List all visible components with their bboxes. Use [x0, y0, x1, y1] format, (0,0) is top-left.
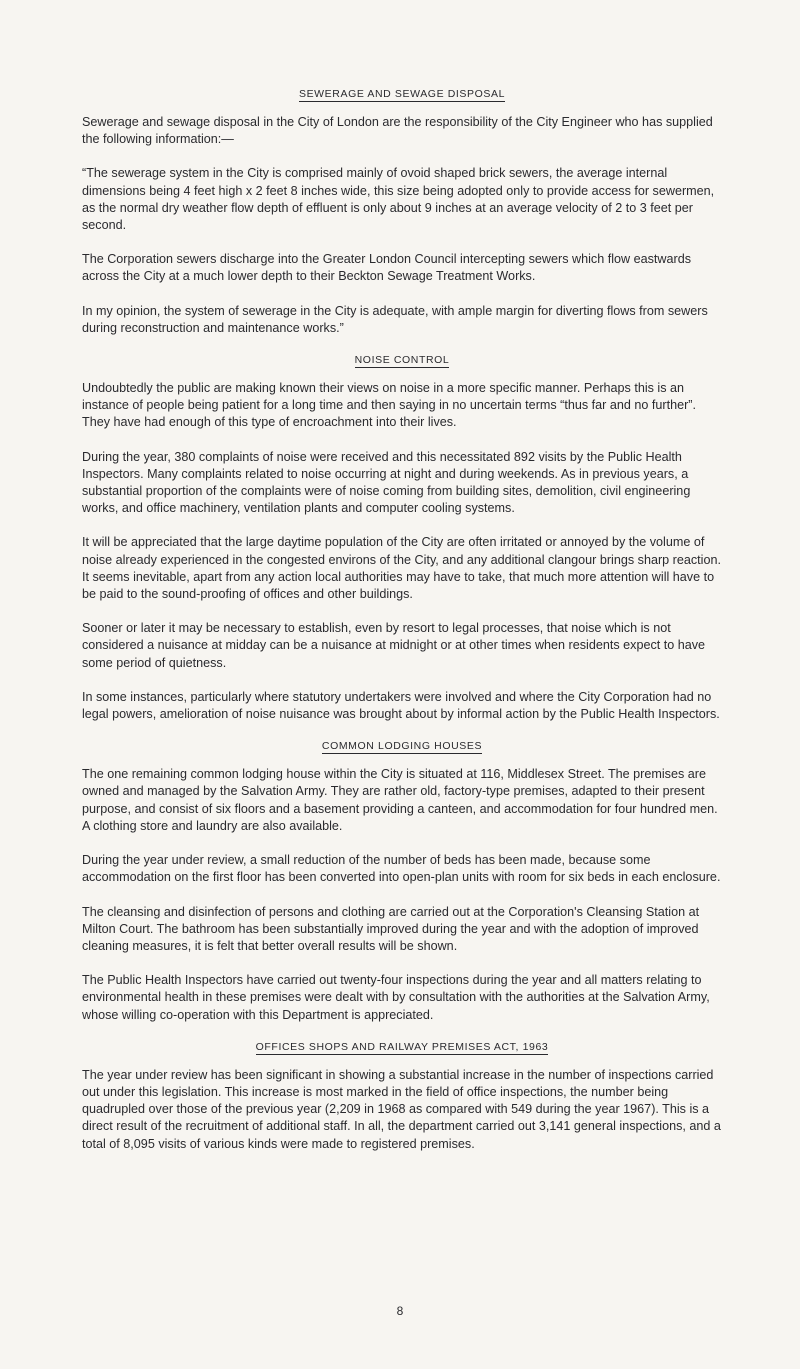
paragraph: The Corporation sewers discharge into the Greater London Council intercepting sewers which flow eastwards across the City at a much lower depth to their Beckton Sewage Treatment Works. — [82, 252, 692, 284]
paragraph: The one remaining common lodging house within the City is situated at 116, Middlesex Street. The premises are owned and managed by the Salvation Army. They are rather old, factory-type premises, adapted to their present purpose, and consist of six floors and a basement providing a canteen, and accommodation for four hundred men. A clothing store and laundry are also available. — [82, 767, 718, 833]
section-offices-shops-railway-act — [82, 1041, 722, 1153]
paragraph: Undoubtedly the public are making known their views on noise in a more specific manner. Perhaps this is an instance of people being patient for a long time and then saying in no uncertain terms “thus far and no further”. They have had enough of this type of encroachment into their lives. — [82, 381, 696, 430]
paragraph: During the year under review, a small reduction of the number of beds has been made, because some accommodation on the first floor has been converted into open-plan units with room for six beds in each enclosure. — [82, 853, 721, 885]
paragraph: During the year, 380 complaints of noise were received and this necessitated 892 visits by the Public Health Inspectors. Many complaints related to noise occurring at night and during weekends. As in previous years, a substantial proportion of the complaints were of noise coming from building sites, demolition, civil engineering works, and office machinery, ventilation plants and computer cooling systems. — [82, 449, 691, 516]
paragraph: In my opinion, the system of sewerage in the City is adequate, with ample margin for diverting flows from sewers during reconstruction and maintenance works.” — [82, 303, 708, 335]
paragraph: The year under review has been significant in showing a substantial increase in the number of inspections carried out under this legislation. This increase is most marked in the field of office inspections, the number being quadrupled over those of the previous year (2,209 in 1968 as compared with 549 during the year 1967). This is a direct result of the recruitment of additional staff. In all, the department carried out 3,141 general inspections, and a total of 8,095 visits of various kinds were made to registered premises. — [82, 1067, 721, 1151]
paragraph: The Public Health Inspectors have carried out twenty-four inspections during the year and all matters relating to environmental health in these premises were dealt with by consultation with the authorities at the Salvation Army, whose willing co-operation with this Department is appreciated. — [82, 973, 710, 1022]
section-noise-control — [82, 354, 722, 723]
section-heading: OFFICES SHOPS AND RAILWAY PREMISES ACT, 1963 — [255, 1040, 549, 1053]
page-number: 8 — [396, 1304, 404, 1318]
section-heading: SEWERAGE AND SEWAGE DISPOSAL — [298, 88, 506, 100]
paragraph: “The sewerage system in the City is comprised mainly of ovoid shaped brick sewers, the average internal dimensions being 4 feet high x 2 feet 8 inches wide, this size being adopted only to provide access for sewermen, as the normal dry weather flow depth of effluent is only about 9 inches at an average velocity of 2 to 3 feet per second. — [82, 166, 715, 233]
paragraph: Sewerage and sewage disposal in the City of London are the responsibility of the City Engineer who has supplied the following information:— — [82, 115, 713, 147]
paragraph: The cleansing and disinfection of persons and clothing are carried out at the Corporation's Cleansing Station at Milton Court. The bathroom has been substantially improved during the year and with the adoption of improved cleaning measures, it is felt that better overall results will be shown. — [82, 904, 700, 953]
section-heading: COMMON LODGING HOUSES — [321, 740, 483, 753]
section-heading: NOISE CONTROL — [354, 354, 450, 367]
paragraph: Sooner or later it may be necessary to establish, even by resort to legal processes, that noise which is not considered a nuisance at midday can be a nuisance at midnight or at other times when residents expect to have some period of quietness. — [82, 621, 706, 670]
paragraph: In some instances, particularly where statutory undertakers were involved and where the City Corporation had no legal powers, amelioration of noise nuisance was brought about by informal action by the Public Health Inspectors. — [82, 689, 720, 722]
paragraph: It will be appreciated that the large daytime population of the City are often irritated or annoyed by the volume of noise already experienced in the congested environs of the City, and any additional clangour brings sharp reaction. It seems inevitable, apart from any action local authorities may have to take, that much more attention will have to be paid to the sound-proofing of offices and other buildings. — [82, 535, 721, 602]
section-sewerage — [82, 88, 722, 337]
section-common-lodging-houses — [82, 740, 722, 1023]
